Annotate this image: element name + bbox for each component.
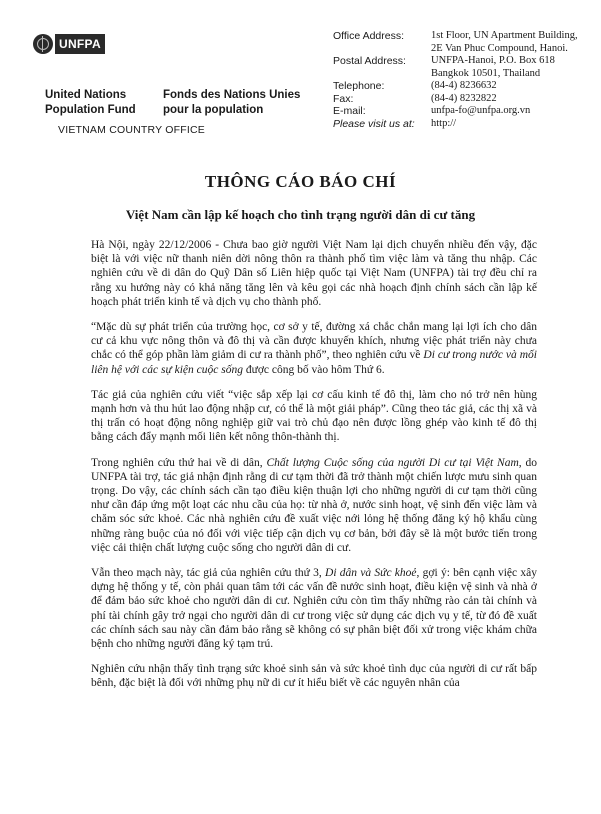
postal-address-label: Postal Address:: [333, 55, 406, 67]
press-release-subtitle: Việt Nam cần lập kế hoạch cho tình trạng người dân di cư tăng: [125, 207, 476, 222]
office-address-line2: 2E Van Phuc Compound, Hanoi.: [431, 42, 568, 54]
press-release-body: [91, 238, 537, 702]
contact-labels: [333, 30, 415, 130]
paragraph-2: “Mặc dù sự phát triển của trường học, cơ sở y tế, đường xá chắc chắn mang lại lợi ích cho dân cư cả khu vực nông thôn và đô thị và cần được khuyến khích, nhưng việc phát triển này chưa chắc có thể góp phần làm giảm di cư ra thành phố”, theo nghiên cứu về Di cư trong nước và mối liên hệ với các sự kiện cuộc sống được công bố vào hôm Thứ 6.: [91, 321, 537, 376]
org-fr-line2: pour la population: [163, 104, 264, 116]
un-emblem-icon: [33, 34, 53, 54]
org-en-line1: United Nations: [45, 89, 127, 101]
visit-label: Please visit us at:: [333, 117, 415, 130]
press-release-title: THÔNG CÁO BÁO CHÍ: [204, 172, 397, 191]
paragraph-1: Hà Nội, ngày 22/12/2006 - Chưa bao giờ người Việt Nam lại dịch chuyển nhiều đến vậy, đặc biệt là với việc nữ thanh niên dời nông thôn ra thành phố tìm việc làm và tăng thu nhập. Các nghiên cứu về di dân do Quỹ Dân số Liên hiệp quốc tại Việt Nam (UNFPA) tài trợ đều chỉ ra rằng xu hướng này có khả năng tăng lên và kêu gọi các nhà hoạch định chính sách cần lập kế hoạch phát triển kinh tế và dịch vụ cho thành phố.: [91, 239, 537, 308]
country-office: VIETNAM COUNTRY OFFICE: [58, 124, 205, 136]
paragraph-6: Nghiên cứu nhận thấy tình trạng sức khoẻ sinh sản và sức khoẻ tình dục của người di cư rất bấp bênh, đặc biệt là đối với những phụ nữ di cư ít hiểu biết về các nguyên nhân của: [91, 663, 537, 690]
paragraph-5: Vẫn theo mạch này, tác giả của nghiên cứu thứ 3, Di dân và Sức khoẻ, gợi ý: bên cạnh việc xây dựng hệ thống y tế, còn phải quan tâm tới các vấn đề nước sinh hoạt, điều kiện vệ sinh và nhà ở để đảm bảo sức khoẻ cho người dân di cư. Nghiên cứu còn tìm thấy những rào cản tài chính và phí tài chính gây trở ngại cho người dân di cư trong việc sử dụng các dịch vụ y tế, từ đó đề xuất các chính sách sau này cần đảm bảo rằng sẽ không có sự phân biệt đối xử trong việc khám chữa bệnh cho những người đăng ký tạm trú.: [91, 567, 537, 651]
office-address-label: Office Address:: [333, 30, 405, 42]
fax-value: (84-4) 8232822: [431, 92, 497, 104]
email-label: E-mail:: [333, 105, 366, 117]
website-link[interactable]: http://: [431, 117, 457, 129]
org-fr-line1: Fonds des Nations Unies: [163, 89, 301, 101]
telephone-value: (84-4) 8236632: [431, 80, 497, 91]
postal-address-line2: Bangkok 10501, Thailand: [431, 67, 541, 79]
paragraph-3: Tác giả của nghiên cứu viết “việc sắp xếp lại cơ cấu kinh tế đô thị, làm cho nó trở nên hùng mạnh hơn và thu hút lao động nhập cư, có thể là một giải pháp”. Cũng theo tác giả, các thị xã và thị trấn có hoạt động nông nghiệp giữ vai trò chủ đạo nên được lồng ghép vào kinh tế đô thị bằng cách đẩy mạnh mối liên kết nông thôn-thành thị.: [91, 388, 537, 444]
org-name-french: [163, 88, 300, 118]
email-link[interactable]: unfpa-fo@unfpa.org.vn: [431, 105, 531, 116]
unfpa-logo: [33, 34, 105, 54]
telephone-label: Telephone:: [333, 80, 385, 92]
org-name-english: [45, 88, 136, 118]
fax-label: Fax:: [333, 92, 354, 105]
org-en-line2: Population Fund: [45, 104, 136, 116]
office-address-line1: 1st Floor, UN Apartment Building,: [431, 30, 578, 41]
postal-address-line1: UNFPA-Hanoi, P.O. Box 618: [431, 55, 555, 66]
contact-values: [431, 30, 578, 130]
logo-text: UNFPA: [55, 34, 105, 54]
paragraph-4: Trong nghiên cứu thứ hai về di dân, Chất lượng Cuộc sống của người Di cư tại Việt Nam, do UNFPA tài trợ, tác giả nhận định rằng di cư tạm thời đã trở thành một chiến lược mưu sinh quan trọng. Do vậy, các chính sách cần tạo điều kiện thuận lợi cho những người di cư tạm thời cũng như cần đáp ứng một loạt các nhu cầu của họ: từ nhà ở, nước sinh hoạt, vệ sinh đến việc làm và chăm sóc sức khoẻ. Các nhà nghiên cứu đề xuất việc nới lỏng hệ thống đăng ký hộ khẩu cùng những ràng buộc của nó đối với việc tiếp cận dịch vụ cơ bản, bởi đây sẽ là một bước tiến trong việc cải thiện chất lượng cuộc sống cho người dân di cư.: [91, 456, 538, 554]
